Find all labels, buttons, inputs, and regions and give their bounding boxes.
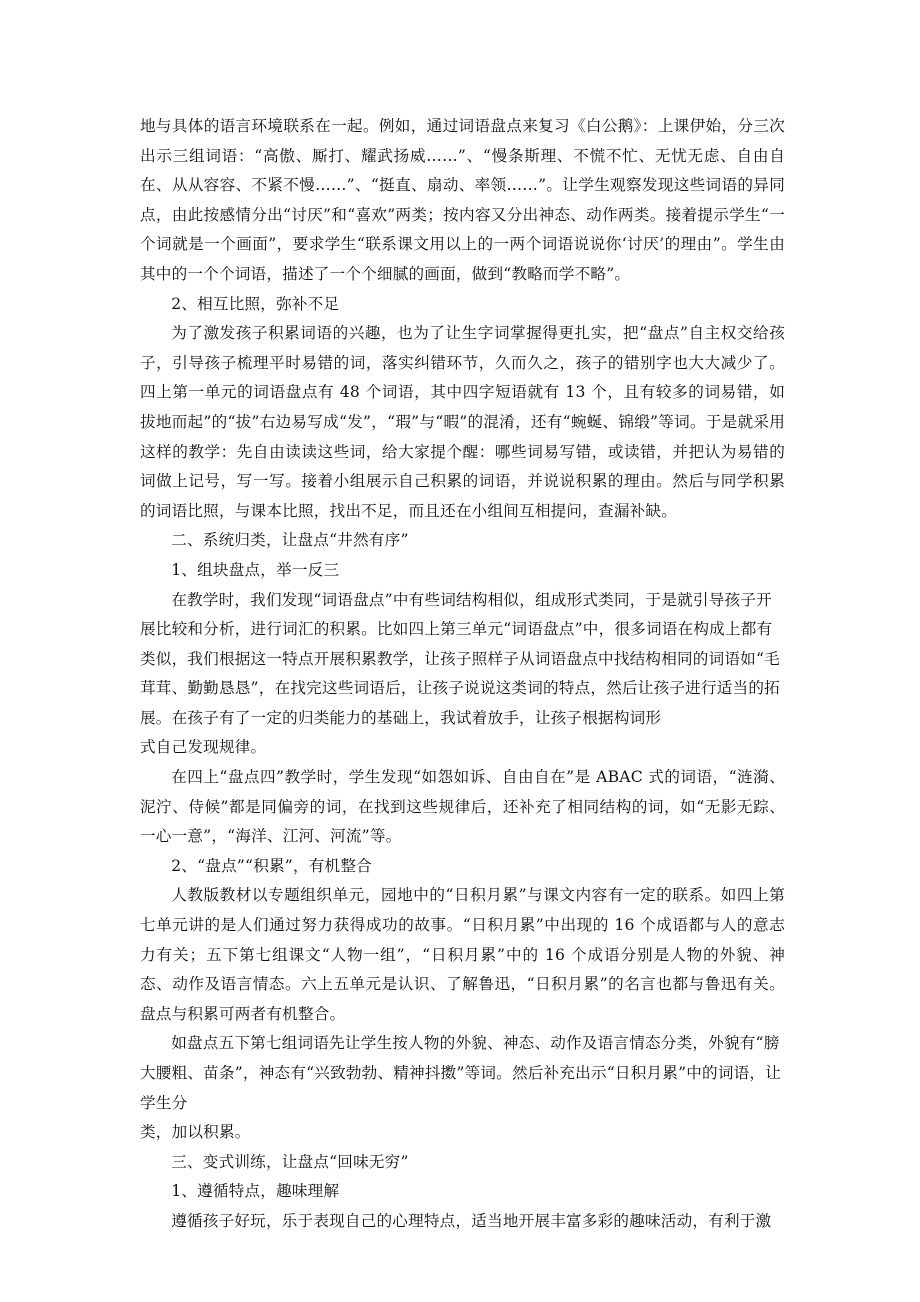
paragraph-10: 人教版教材以专题组织单元，园地中的“日积月累”与课文内容有一定的联系。如四上第七单元讲的是人们通过努力获得成功的故事。“日积月累”中出现的 16 个成语都与人的意志力有关；五下第七组课文“人物一组”，“日积月累”中的 16 个成语分别是人物的外貌、神态、动作及语言情态。六上五单元是认识、了解鲁迅，“日积月累”的名言也都与鲁迅有关。盘点与积累可两者有机整合。 xyxy=(140,886,785,1023)
paragraph-1: 地与具体的语言环境联系在一起。例如，通过词语盘点来复习《白公鹅》：上课伊始，分三次出示三组词语：“高傲、厮打、耀武扬威……”、“慢条斯理、不慌不忙、无忧无虑、自由自在、从从容容、不紧不慢……”、“挺直、扇动、率领……”。让学生观察发现这些词语的异同点，由此按感情分出“讨厌”和“喜欢”两类；按内容又分出神态、动作两类。接着提示学生“一个词就是一个画面”，要求学生“联系课文用以上的一两个词语说说你‘讨厌’的理由”。学生由其中的一个个词语，描述了一个个细腻的画面，做到“教略而学不略”。 xyxy=(140,117,785,283)
paragraph-3: 为了激发孩子积累词语的兴趣，也为了让生字词掌握得更扎实，把“盘点”自主权交给孩子，引导孩子梳理平时易错的词，落实纠错环节，久而久之，孩子的错别字也大大减少了。四上第一单元的词语盘点有 48 个词语，其中四字短语就有 13 个，且有较多的词易错，如拔地而起”的“拔”右边易写成“发”，“瑕”与“暇”的混淆，还有“蜿蜒、锦缎”等词。于是就采用这样的教学：先自由读读这些词，给大家提个醒：哪些词易写错，或读错，并把认为易错的词做上记号，写一写。接着小组展示自己积累的词语，并说说积累的理由。然后与同学积累的词语比照，与课本比照，找出不足，而且还在小组间互相提问，查漏补缺。 xyxy=(140,324,785,520)
paragraph-8: 在四上“盘点四”教学时，学生发现“如怨如诉、自由自在”是 ABAC 式的词语，“涟漪、泥泞、侍候”都是同偏旁的词，在找到这些规律后，还补充了相同结构的词，如“无影无踪、一心一意”，“海洋、江河、河流”等。 xyxy=(140,768,785,846)
subheading-2-mutual-comparison: 2、相互比照，弥补不足 xyxy=(171,294,340,313)
section-heading-3: 三、变式训练，让盘点“回味无穷” xyxy=(171,1152,409,1171)
subheading-1-follow-characteristics: 1、遵循特点，趣味理解 xyxy=(171,1182,340,1201)
paragraph-6: 在教学时，我们发现“词语盘点”中有些词结构相似，组成形式类同，于是就引导孩子开展比较和分析，进行词汇的积累。比如四上第三单元“词语盘点”中，很多词语在构成上都有类似，我们根据这一特点开展积累教学，让孩子照样子从词语盘点中找结构相同的词语如“毛茸茸、勤勤恳恳”，在找完这些词语后，让孩子说说这类词的特点，然后让孩子进行适当的拓展。在孩子有了一定的归类能力的基础上，我试着放手，让孩子根据构词形 xyxy=(140,590,780,727)
paragraph-15: 遵循孩子好玩，乐于表现自己的心理特点，适当地开展丰富多彩的趣味活动，有利于激 xyxy=(171,1211,772,1230)
subheading-2-integration: 2、“盘点”“积累”，有机整合 xyxy=(171,856,372,875)
subheading-1-block-inventory: 1、组块盘点，举一反三 xyxy=(171,560,340,579)
paragraph-7: 式自己发现规律。 xyxy=(140,738,267,757)
paragraph-11: 如盘点五下第七组词语先让学生按人物的外貌、神态、动作及语言情态分类，外貌有“膀大腰粗、苗条”，神态有“兴致勃勃、精神抖擞”等词。然后补充出示“日积月累”中的词语，让学生分 xyxy=(140,1034,782,1112)
section-heading-2: 二、系统归类，让盘点“井然有序” xyxy=(171,531,409,550)
paragraph-12: 类，加以积累。 xyxy=(140,1123,251,1142)
document-body xyxy=(140,112,785,1237)
